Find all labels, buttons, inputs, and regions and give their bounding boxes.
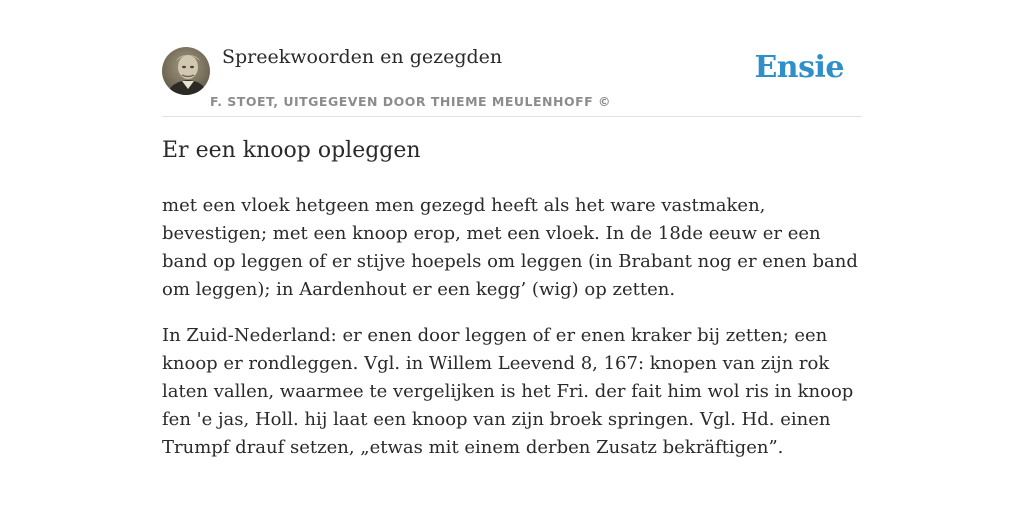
book-title[interactable]: Spreekwoorden en gezegden [222,46,503,68]
entry-paragraph: In Zuid-Nederland: er enen door leggen of er enen kraker bij zetten; een knoop er rondleggen. Vgl. in Willem Leevend 8, 167: knopen van zijn rok laten vallen, waarmee te vergelijken is het Fri. der fait him wol ris in knoop fen 'e jas, Holl. hij laat een knoop van zijn broek springen. Vgl. Hd. einen Trumpf drauf setzen, „etwas mit einem derben Zusatz bekräftigen”. [162,325,854,458]
entry-paragraph: met een vloek hetgeen men gezegd heeft als het ware vastmaken, bevestigen; met een knoop erop, met een vloek. In de 18de eeuw er een band op leggen of er stijve hoepels om leggen (in Brabant nog er enen band om leggen); in Aardenhout er een kegg’ (wig) op zetten. [162,195,858,300]
author-portrait-icon[interactable] [162,47,210,95]
source-header [162,44,862,117]
entry-title: Er een knoop opleggen [162,138,421,163]
book-credit: F. STOET, UITGEGEVEN DOOR THIEME MEULENHOFF © [210,94,612,109]
entry-body [162,192,862,480]
ensie-logo-link[interactable]: Ensie [754,50,844,85]
